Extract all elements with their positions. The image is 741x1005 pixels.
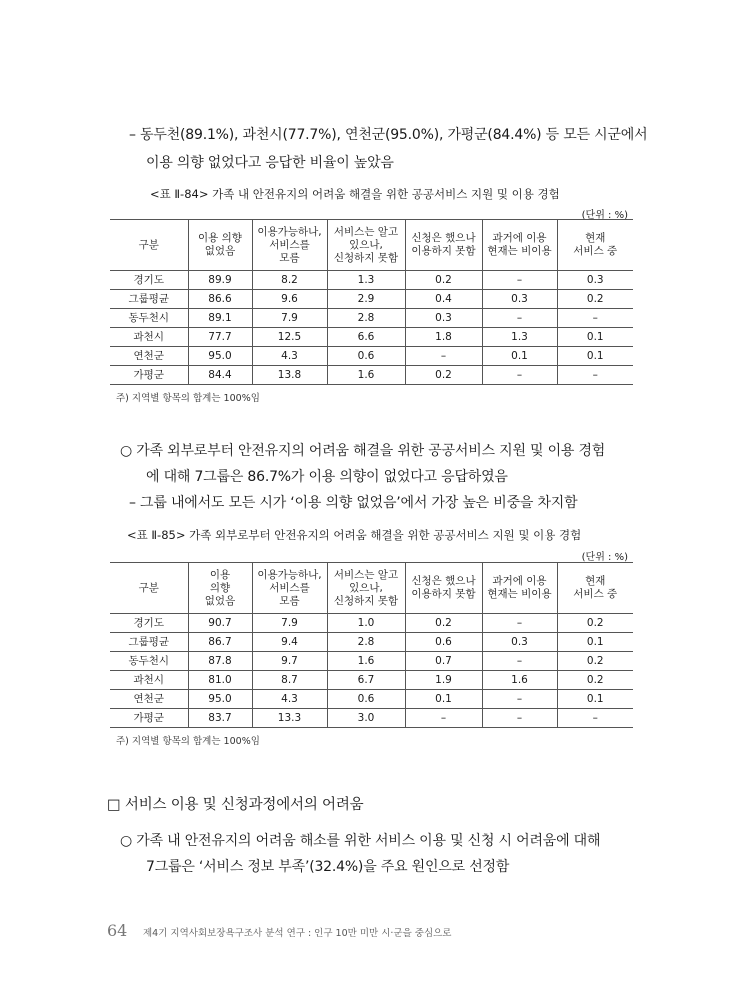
para2-line1: ○ 가족 외부로부터 안전유지의 어려움 해결을 위한 공공서비스 지원 및 이용 경험 (120, 443, 606, 459)
table-row (110, 309, 633, 328)
value-cell: 95.0 (188, 347, 252, 366)
value-cell: 0.1 (482, 347, 557, 366)
intro-bullet-line1: – 동두천(89.1%), 과천시(77.7%), 연천군(95.0%), 가평군(84.4%) 등 모든 시군에서 (129, 127, 648, 143)
table85-header-cell: 구분 (110, 563, 188, 614)
value-cell: 0.2 (557, 290, 633, 309)
value-cell: 2.8 (327, 309, 405, 328)
value-cell: 9.7 (252, 652, 327, 671)
value-cell: – (405, 709, 482, 728)
table-row (110, 614, 633, 633)
value-cell: 0.1 (405, 690, 482, 709)
value-cell: 0.6 (327, 690, 405, 709)
value-cell: 3.0 (327, 709, 405, 728)
table85-header-cell: 현재 서비스 중 (557, 563, 633, 614)
value-cell: – (405, 347, 482, 366)
value-cell: 87.8 (188, 652, 252, 671)
table-row (110, 328, 633, 347)
value-cell: – (557, 309, 633, 328)
value-cell: – (482, 271, 557, 290)
table84-caption: <표 Ⅱ-84> 가족 내 안전유지의 어려움 해결을 위한 공공서비스 지원 및 이용 경험 (150, 187, 560, 201)
table85-header-cell: 이용 의향 없었음 (188, 563, 252, 614)
table84-header-row (110, 220, 633, 271)
value-cell: 13.8 (252, 366, 327, 385)
table-row (110, 671, 633, 690)
value-cell: 0.2 (557, 652, 633, 671)
value-cell: 8.7 (252, 671, 327, 690)
table-row (110, 690, 633, 709)
value-cell: 83.7 (188, 709, 252, 728)
value-cell: 8.2 (252, 271, 327, 290)
region-cell: 과천시 (110, 328, 188, 347)
region-cell: 그룹평균 (110, 633, 188, 652)
intro-bullet-line2: 이용 의향 없었다고 응답한 비율이 높았음 (146, 155, 394, 171)
value-cell: 1.9 (405, 671, 482, 690)
table84-unit: (단위 : %) (581, 210, 628, 221)
footer-title: 제4기 지역사회보장욕구조사 분석 연구 : 인구 10만 미만 시·군을 중심으로 (143, 928, 452, 939)
para2-line2: 에 대해 7그룹은 86.7%가 이용 의향이 없었다고 응답하였음 (146, 469, 508, 485)
section-line2: 7그룹은 ‘서비스 정보 부족’(32.4%)을 주요 원인으로 선정함 (146, 859, 510, 875)
value-cell: 0.2 (557, 671, 633, 690)
region-cell: 동두천시 (110, 309, 188, 328)
value-cell: 81.0 (188, 671, 252, 690)
value-cell: 9.4 (252, 633, 327, 652)
value-cell: 1.8 (405, 328, 482, 347)
table84-header-cell: 서비스는 알고 있으나, 신청하지 못함 (327, 220, 405, 271)
table85-header-cell: 과거에 이용 현재는 비이용 (482, 563, 557, 614)
table85-unit: (단위 : %) (581, 552, 628, 563)
table-row (110, 290, 633, 309)
value-cell: – (482, 309, 557, 328)
table84-header-cell: 이용 의향 없었음 (188, 220, 252, 271)
value-cell: 0.3 (482, 633, 557, 652)
value-cell: 6.7 (327, 671, 405, 690)
section-heading: □ 서비스 이용 및 신청과정에서의 어려움 (107, 797, 364, 813)
value-cell: 84.4 (188, 366, 252, 385)
value-cell: 0.2 (405, 271, 482, 290)
para2-line3: – 그룹 내에서도 모든 시가 ‘이용 의향 없었음’에서 가장 높은 비중을 차지함 (129, 495, 578, 511)
value-cell: 0.6 (327, 347, 405, 366)
value-cell: – (482, 709, 557, 728)
value-cell: 1.6 (327, 366, 405, 385)
value-cell: 4.3 (252, 690, 327, 709)
table-row (110, 633, 633, 652)
section-line1: ○ 가족 내 안전유지의 어려움 해소를 위한 서비스 이용 및 신청 시 어려움에 대해 (120, 833, 601, 849)
value-cell: – (482, 614, 557, 633)
table84 (110, 219, 633, 385)
value-cell: 7.9 (252, 614, 327, 633)
table-row (110, 652, 633, 671)
region-cell: 그룹평균 (110, 290, 188, 309)
table85-header-cell: 서비스는 알고 있으나, 신청하지 못함 (327, 563, 405, 614)
table85-header-cell: 신청은 했으나 이용하지 못함 (405, 563, 482, 614)
region-cell: 가평군 (110, 709, 188, 728)
value-cell: 0.4 (405, 290, 482, 309)
value-cell: 0.1 (557, 633, 633, 652)
value-cell: 0.1 (557, 328, 633, 347)
value-cell: 0.3 (405, 309, 482, 328)
table-row (110, 347, 633, 366)
table85-caption: <표 Ⅱ-85> 가족 외부로부터 안전유지의 어려움 해결을 위한 공공서비스 지원 및 이용 경험 (127, 528, 582, 542)
value-cell: 4.3 (252, 347, 327, 366)
table84-header-cell: 신청은 했으나 이용하지 못함 (405, 220, 482, 271)
value-cell: 13.3 (252, 709, 327, 728)
value-cell: 0.1 (557, 690, 633, 709)
value-cell: 12.5 (252, 328, 327, 347)
value-cell: 0.2 (405, 614, 482, 633)
region-cell: 경기도 (110, 614, 188, 633)
region-cell: 연천군 (110, 690, 188, 709)
value-cell: 2.9 (327, 290, 405, 309)
value-cell: 9.6 (252, 290, 327, 309)
value-cell: 0.2 (557, 614, 633, 633)
region-cell: 가평군 (110, 366, 188, 385)
value-cell: 0.3 (482, 290, 557, 309)
page-number: 64 (107, 921, 128, 940)
table-row (110, 271, 633, 290)
value-cell: 1.0 (327, 614, 405, 633)
value-cell: 2.8 (327, 633, 405, 652)
value-cell: 1.3 (327, 271, 405, 290)
region-cell: 동두천시 (110, 652, 188, 671)
value-cell: 0.2 (405, 366, 482, 385)
value-cell: 1.6 (327, 652, 405, 671)
value-cell: 0.7 (405, 652, 482, 671)
table85-note: 주) 지역별 항목의 합계는 100%임 (116, 736, 260, 747)
value-cell: 90.7 (188, 614, 252, 633)
value-cell: 0.1 (557, 347, 633, 366)
value-cell: 89.1 (188, 309, 252, 328)
table84-note: 주) 지역별 항목의 합계는 100%임 (116, 393, 260, 404)
value-cell: 89.9 (188, 271, 252, 290)
value-cell: – (482, 652, 557, 671)
value-cell: 1.6 (482, 671, 557, 690)
value-cell: 86.7 (188, 633, 252, 652)
table84-header-cell: 현재 서비스 중 (557, 220, 633, 271)
value-cell: 7.9 (252, 309, 327, 328)
table-row (110, 366, 633, 385)
value-cell: – (482, 366, 557, 385)
table85-header-row (110, 563, 633, 614)
value-cell: – (557, 709, 633, 728)
value-cell: 86.6 (188, 290, 252, 309)
value-cell: – (557, 366, 633, 385)
table-row (110, 709, 633, 728)
value-cell: 77.7 (188, 328, 252, 347)
value-cell: – (482, 690, 557, 709)
table84-header-cell: 구분 (110, 220, 188, 271)
table84-header-cell: 이용가능하나, 서비스를 모름 (252, 220, 327, 271)
table85 (110, 562, 633, 728)
value-cell: 6.6 (327, 328, 405, 347)
region-cell: 경기도 (110, 271, 188, 290)
value-cell: 0.3 (557, 271, 633, 290)
table84-header-cell: 과거에 이용 현재는 비이용 (482, 220, 557, 271)
table85-header-cell: 이용가능하나, 서비스를 모름 (252, 563, 327, 614)
region-cell: 연천군 (110, 347, 188, 366)
value-cell: 95.0 (188, 690, 252, 709)
region-cell: 과천시 (110, 671, 188, 690)
value-cell: 1.3 (482, 328, 557, 347)
value-cell: 0.6 (405, 633, 482, 652)
